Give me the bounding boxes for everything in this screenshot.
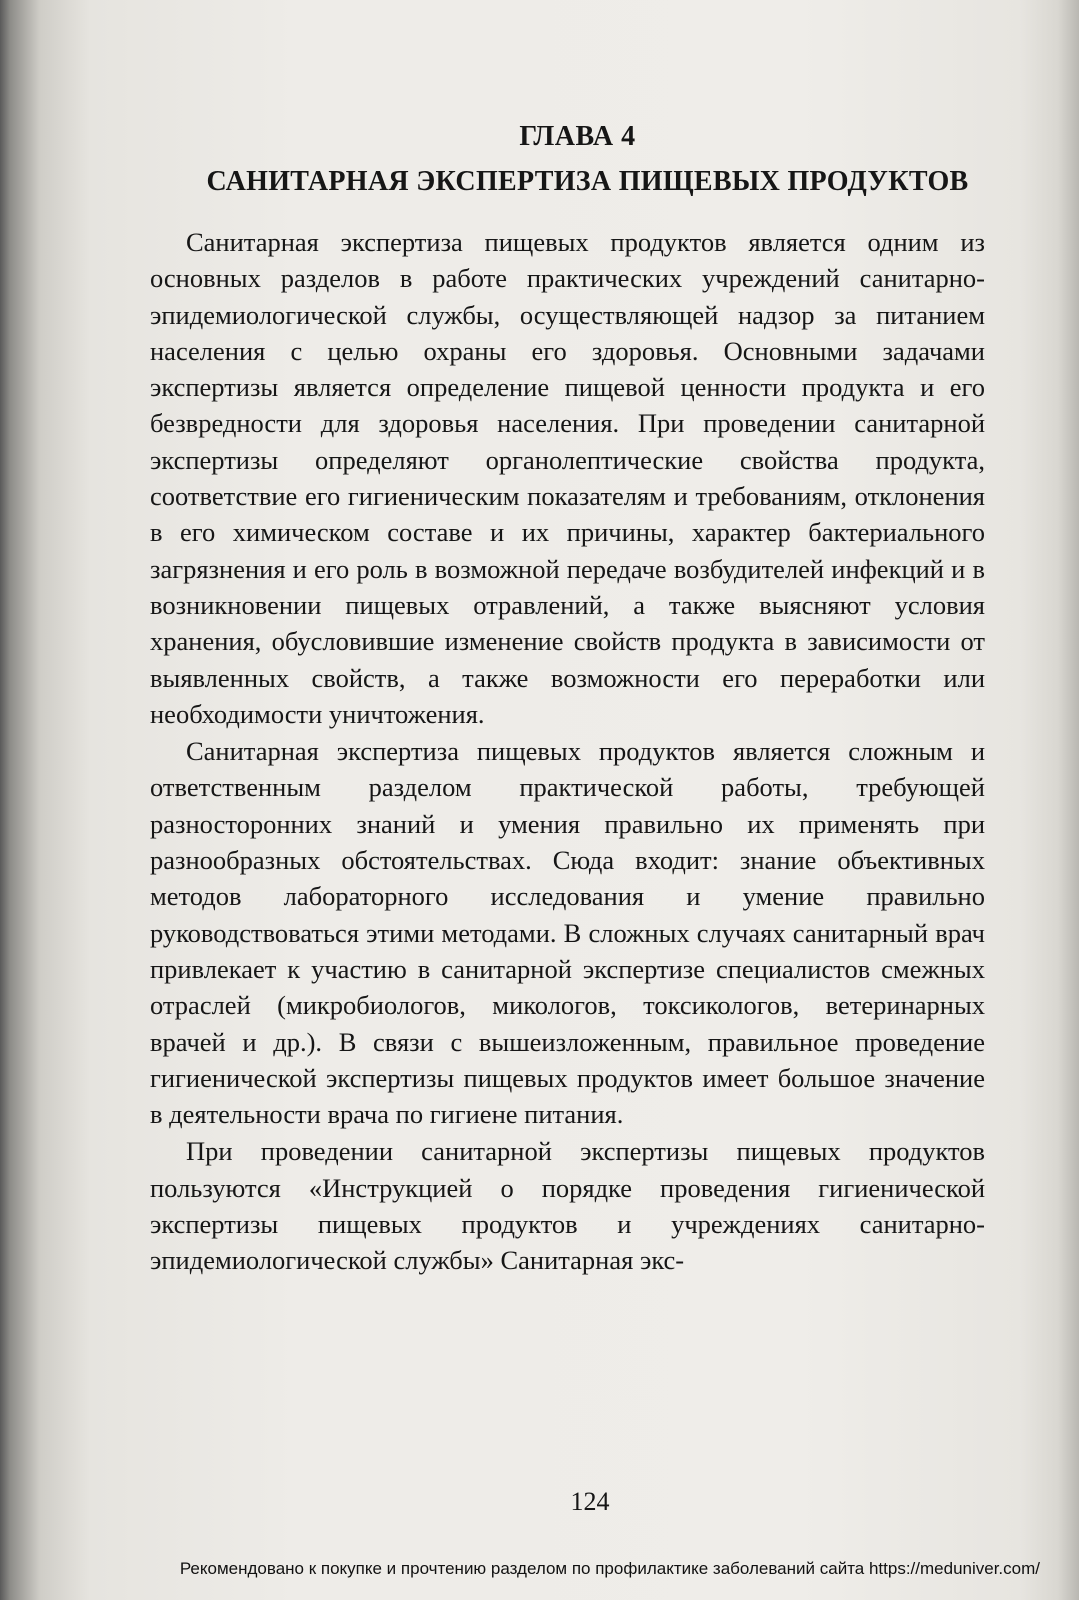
chapter-title: САНИТАРНАЯ ЭКСПЕРТИЗА ПИЩЕВЫХ ПРОДУКТОВ	[206, 166, 969, 197]
page-edge-shadow	[1057, 0, 1079, 1600]
paragraph-2: Санитарная экспертиза пищевых продуктов является сложным и ответственным разделом практической работы, требующей разносторонних знаний и умения правильно их применять при разнообразных обстоятельствах. Сюда входит: знание объективных методов лабораторного исследования и умение правильно руководствоваться этими методами. В сложных случаях санитарный врач привлекает к участию в санитарной экспертизе специалистов смежных отраслей (микробиологов, микологов, токсикологов, ветеринарных врачей и др.). В связи с вышеизложенным, правильное проведение гигиенической экспертизы пищевых продуктов имеет большое значение в деятельности врача по гигиене питания.	[150, 736, 985, 1130]
paragraph-3: При проведении санитарной экспертизы пищевых продуктов пользуются «Инструкцией о порядке проведения гигиенической экспертизы пищевых продуктов и учреждениях санитарно-эпидемиологической службы» Санитарная экс-	[150, 1136, 985, 1276]
paragraph-1: Санитарная экспертиза пищевых продуктов является одним из основных разделов в работе практических учреждений санитарно-эпидемиологической службы, осуществляющей надзор за питанием населения с целью охраны его здоровья. Основными задачами экспертизы является определение пищевой ценности продукта и его безвредности для здоровья населения. При проведении санитарной экспертизы определяют органолептические свойства продукта, соответствие его гигиеническим показателям и требованиям, отклонения в его химическом составе и их причины, характер бактериального загрязнения и его роль в возможной передаче возбудителей инфекций и в возникновении пищевых отравлений, а также выясняют условия хранения, обусловившие изменение свойств продукта в зависимости от выявленных свойств, а также возможности его переработки или необходимости уничтожения.	[150, 227, 985, 729]
chapter-heading: ГЛАВА 4	[519, 121, 636, 152]
book-page	[150, 120, 985, 1279]
page-number: 124	[570, 1487, 610, 1516]
recommendation-banner: Рекомендовано к покупке и прочтению разделом по профилактике заболеваний сайта https://meduniver.com/	[179, 1559, 1040, 1578]
